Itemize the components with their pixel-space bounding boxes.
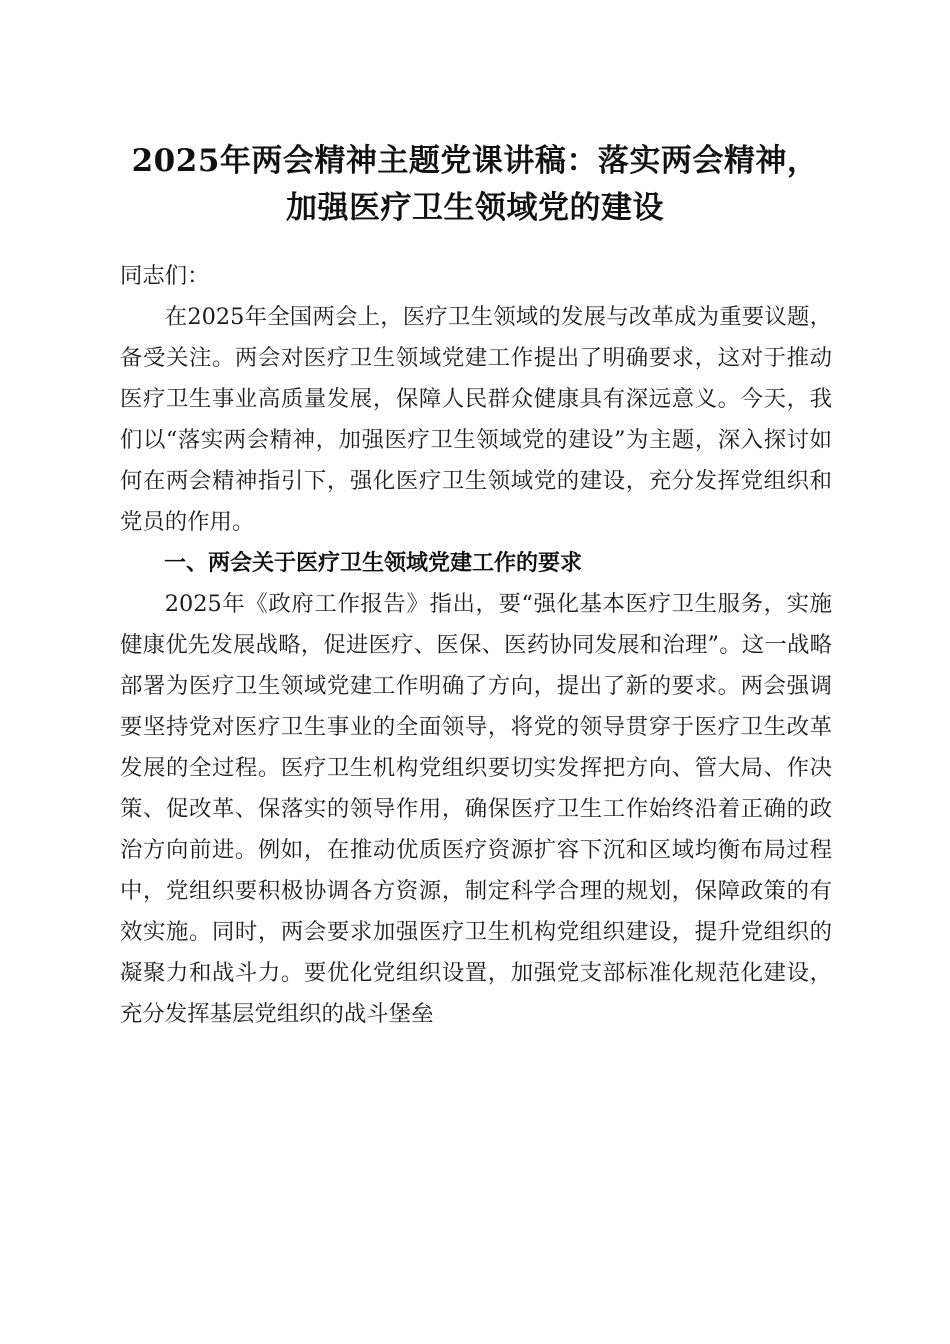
section-1-paragraph: 2025年《政府工作报告》指出，要“强化基本医疗卫生服务，实施健康优先发展战略，促进医疗、医保、医药协同发展和治理”。这一战略部署为医疗卫生领域党建工作明确了方向，提出了新的要求。两会强调要坚持党对医疗卫生事业的全面领导，将党的领导贯穿于医疗卫生改革发展的全过程。医疗卫生机构党组织要切实发挥把方向、管大局、作决策、促改革、保落实的领导作用，确保医疗卫生工作始终沿着正确的政治方向前进。例如，在推动优质医疗资源扩容下沉和区域均衡布局过程中，党组织要积极协调各方资源，制定科学合理的规划，保障政策的有效实施。同时，两会要求加强医疗卫生机构党组织建设，提升党组织的凝聚力和战斗力。要优化党组织设置，加强党支部标准化规范化建设，充分发挥基层党组织的战斗堡垒 [120,591,832,1027]
intro-paragraph: 在2025年全国两会上，医疗卫生领域的发展与改革成为重要议题，备受关注。两会对医疗卫生领域党建工作提出了明确要求，这对于推动医疗卫生事业高质量发展，保障人民群众健康具有深远意义。今天，我们以“落实两会精神，加强医疗卫生领域党的建设”为主题，深入探讨如何在两会精神指引下，强化医疗卫生领域党的建设，充分发挥党组织和党员的作用。 [120,304,832,535]
salutation: 同志们： [120,263,210,289]
document-title: 2025年两会精神主题党课讲稿：落实两会精神，加强医疗卫生领域党的建设 [131,143,819,226]
document-body [120,256,832,1035]
section-heading-1: 一、两会关于医疗卫生领域党建工作的要求 [164,551,583,576]
